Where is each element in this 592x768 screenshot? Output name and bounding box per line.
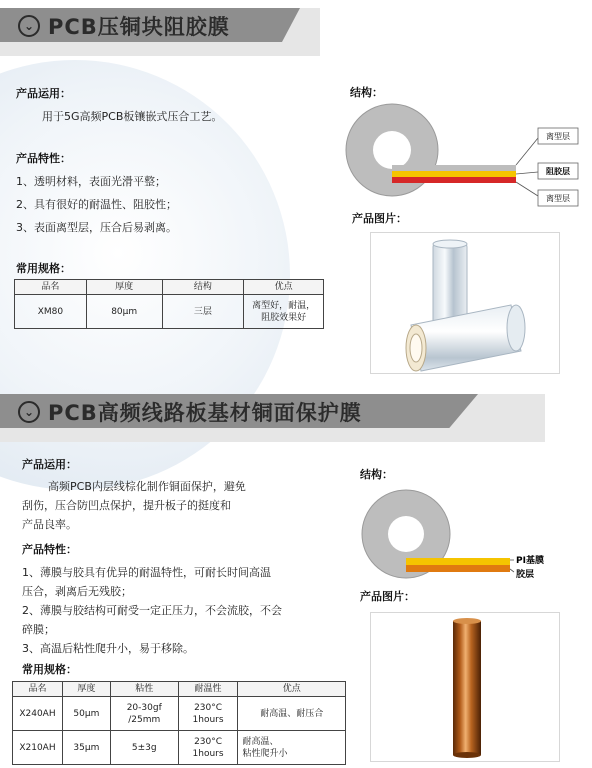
- section1-product-photo: [370, 232, 560, 374]
- section1-usage-text: 用于5G高频PCB板镶嵌式压合工艺。: [42, 110, 223, 123]
- section2-spec-label: 常用规格：: [22, 663, 77, 676]
- table-cell: 三层: [162, 295, 244, 329]
- section2-feature-line: 2、薄膜与胶结构可耐受一定正压力，不会流胶，不会: [22, 604, 282, 617]
- chevron-down-icon: ⌄: [18, 15, 40, 37]
- table-row: [15, 295, 324, 329]
- chevron-down-icon: ⌄: [18, 401, 40, 423]
- section2-feature-line: 3、高温后粘性爬升小，易于移除。: [22, 642, 194, 655]
- table-cell: X210AH: [13, 731, 63, 765]
- section1-photo-label: 产品图片：: [352, 212, 407, 225]
- section2-structure-label: 结构：: [360, 468, 393, 481]
- layer-yellow: [392, 171, 516, 177]
- layer-label: PI基膜: [516, 556, 544, 566]
- table-header: 优点: [244, 280, 324, 295]
- layer-label: 离型层: [546, 132, 570, 141]
- table-header: 结构: [162, 280, 244, 295]
- layer-pi-film: [406, 558, 510, 565]
- section1-usage-label: 产品运用：: [16, 87, 71, 100]
- table-cell: 80μm: [86, 295, 162, 329]
- section1-feature-3: 3、表面离型层，压合后易剥离。: [16, 221, 177, 234]
- section2-feature-line: 碎膜；: [22, 623, 55, 636]
- table-cell: 耐高温、 粘性爬升小: [238, 731, 346, 765]
- copper-film-roll-image: [371, 613, 561, 763]
- section1-structure-diagram: [342, 102, 592, 210]
- section2-usage-line-1: 高频PCB内层线棕化制作铜面保护，避免: [48, 480, 246, 493]
- table-cell: 耐高温、耐压合: [238, 697, 346, 731]
- roll-core: [373, 131, 411, 169]
- section1-feature-2: 2、具有很好的耐温性、阻胶性；: [16, 198, 177, 211]
- layer-release-top: [392, 165, 516, 171]
- roll-core: [388, 516, 424, 552]
- layer-label: 离型层: [546, 194, 570, 203]
- layer-label: 胶层: [516, 570, 535, 580]
- table-cell: 230°C 1hours: [178, 731, 238, 765]
- section2-usage-line-2: 刮伤，压合防凹点保护，提升板子的挺度和: [22, 499, 231, 512]
- table-cell: 离型好，耐温， 阻胶效果好: [244, 295, 324, 329]
- film-roll-image: [371, 233, 561, 375]
- table-cell: XM80: [15, 295, 87, 329]
- layer-label: 阻胶层: [546, 167, 570, 176]
- table-header: 厚度: [86, 280, 162, 295]
- table-row: [13, 697, 346, 731]
- section1-title: PCB压铜块阻胶膜: [48, 15, 230, 39]
- table-cell: 5±3g: [110, 731, 178, 765]
- section2-banner: [0, 394, 545, 442]
- table-cell: 20-30gf /25mm: [110, 697, 178, 731]
- layer-adhesive: [406, 565, 510, 572]
- section1-banner: [0, 8, 320, 56]
- section1-spec-label: 常用规格：: [16, 262, 71, 275]
- table-header: 优点: [238, 682, 346, 697]
- table-cell: 230°C 1hours: [178, 697, 238, 731]
- section2-photo-label: 产品图片：: [360, 590, 415, 603]
- section1-feature-1: 1、透明材料，表面光滑平整；: [16, 175, 166, 188]
- section2-feature-line: 压合，剥离后无残胶；: [22, 585, 132, 598]
- section2-structure-diagram: [356, 488, 592, 584]
- layer-red: [392, 177, 516, 183]
- table-header: 粘性: [110, 682, 178, 697]
- table-header: 品名: [15, 280, 87, 295]
- table-header: 厚度: [62, 682, 110, 697]
- section2-usage-line-3: 产品良率。: [22, 518, 77, 531]
- section1-spec-table: [14, 279, 324, 329]
- section2-product-photo: [370, 612, 560, 762]
- section2-usage-label: 产品运用：: [22, 458, 77, 471]
- table-cell: 35μm: [62, 731, 110, 765]
- table-header: 耐温性: [178, 682, 238, 697]
- table-cell: X240AH: [13, 697, 63, 731]
- section1-features-label: 产品特性：: [16, 152, 71, 165]
- table-cell: 50μm: [62, 697, 110, 731]
- table-row: [13, 731, 346, 765]
- section1-structure-label: 结构：: [350, 86, 383, 99]
- section2-title: PCB高频线路板基材铜面保护膜: [48, 401, 362, 425]
- section2-spec-table: [12, 681, 346, 765]
- section2-feature-line: 1、薄膜与胶具有优异的耐温特性，可耐长时间高温: [22, 566, 271, 579]
- section2-features-label: 产品特性：: [22, 543, 77, 556]
- table-header: 品名: [13, 682, 63, 697]
